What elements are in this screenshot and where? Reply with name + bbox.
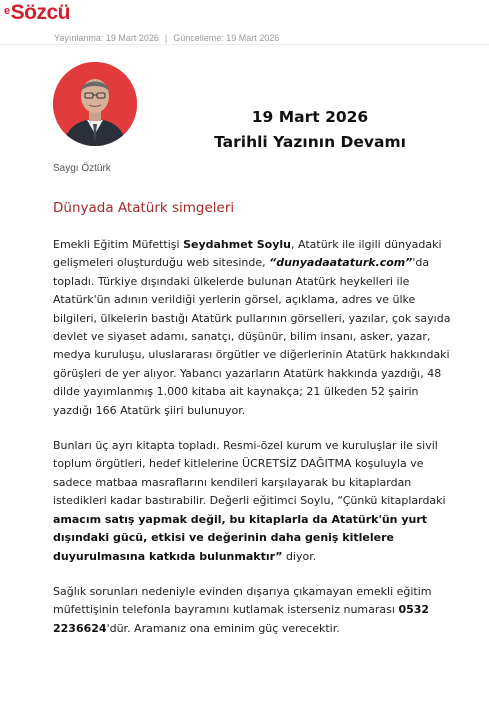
paragraph-1 bbox=[53, 236, 458, 420]
headline-subtitle: Tarihli Yazının Devamı bbox=[214, 133, 406, 151]
p2-text-c: diyor. bbox=[282, 549, 317, 563]
published-date: Yayınlanma: 19 Mart 2026 bbox=[54, 33, 159, 43]
section-title: Dünyada Atatürk simgeleri bbox=[53, 200, 235, 216]
p1-text-a: Emekli Eğitim Müfettişi bbox=[53, 238, 184, 251]
meta-separator: | bbox=[164, 33, 168, 43]
logo-text: Sözcü bbox=[10, 1, 70, 24]
author-portrait-icon bbox=[53, 62, 137, 146]
p3-text-a: Sağlık sorunları nedeniyle evinden dışarıya çıkamayan emekli eğitim müfettişinin telefonla bayramını kutlamak isterseniz numarası bbox=[53, 584, 432, 617]
sozcu-logo[interactable] bbox=[4, 3, 70, 23]
article-meta bbox=[54, 33, 279, 43]
p1-text-c: , Atatürk ile ilgili dünyadaki gelişmeleri oluşturduğu web sitesinde, bbox=[53, 238, 442, 270]
p2-quote: amacım satış yapmak değil, bu kitaplarla da Atatürk'ün yurt dışındaki gücü, etkisi ve değerinin daha geniş kitlelere duyurulmasına katkıda bulunmaktır” bbox=[53, 512, 428, 563]
paragraph-2 bbox=[53, 437, 458, 566]
p1-name: Seydahmet Soylu bbox=[183, 238, 292, 251]
p1-website: “dunyadaataturk.com” bbox=[269, 256, 413, 270]
header-divider bbox=[0, 44, 489, 45]
headline-date: 19 Mart 2026 bbox=[251, 108, 369, 126]
author-avatar[interactable] bbox=[53, 62, 137, 146]
paragraph-3 bbox=[53, 583, 458, 638]
updated-date: Güncelleme: 19 Mart 2026 bbox=[173, 33, 280, 43]
article-body bbox=[53, 236, 458, 655]
p3-text-c: 'dür. Aramanız ona eminim güç verecektir. bbox=[106, 621, 340, 635]
p2-text-a: Bunları üç ayrı kitapta topladı. Resmi-özel kurum ve kuruluşlar ile sivil toplum örgütleri, hedef kitlelerine ÜCRETSİZ DAĞITMA koşuluyla ve sadece matbaa masraflarını kendileri karşılayarak bu kitaplardan istedikleri kadar bastırabilir. Değerli eğitimci Soylu, “Çünkü kitaplardaki bbox=[53, 439, 446, 508]
p3-phone: 0532 2236624 bbox=[53, 603, 430, 635]
logo-mark: e bbox=[4, 5, 10, 17]
page-headline bbox=[160, 105, 460, 155]
author-name[interactable]: Saygı Öztürk bbox=[53, 163, 111, 174]
p1-text-e: 'da topladı. Türkiye dışındaki ülkelerde bulunan Atatürk heykelleri ile Atatürk'ün adının verildiği yerlerin görsel, açıklama, adres ve ülke bilgileri, ülkelerin bastığı Atatürk pullarının görselleri, yazılar, çok sayıda devlet ve siyaset adamı, sanatçı, düşünür, bilim insanı, asker, yazar, medya kuruluşu, uluslararası örgütler ve diğerlerinin Atatürk hakkındaki görüşleri de yer alıyor. Yabancı yazarların Atatürk hakkında yazdığı, 48 dilde yayımlanmış 1.000 kitaba ait kaynakça; 21 ülkeden 52 şairin yazdığı 166 Atatürk şiiri bulunuyor. bbox=[53, 256, 451, 417]
